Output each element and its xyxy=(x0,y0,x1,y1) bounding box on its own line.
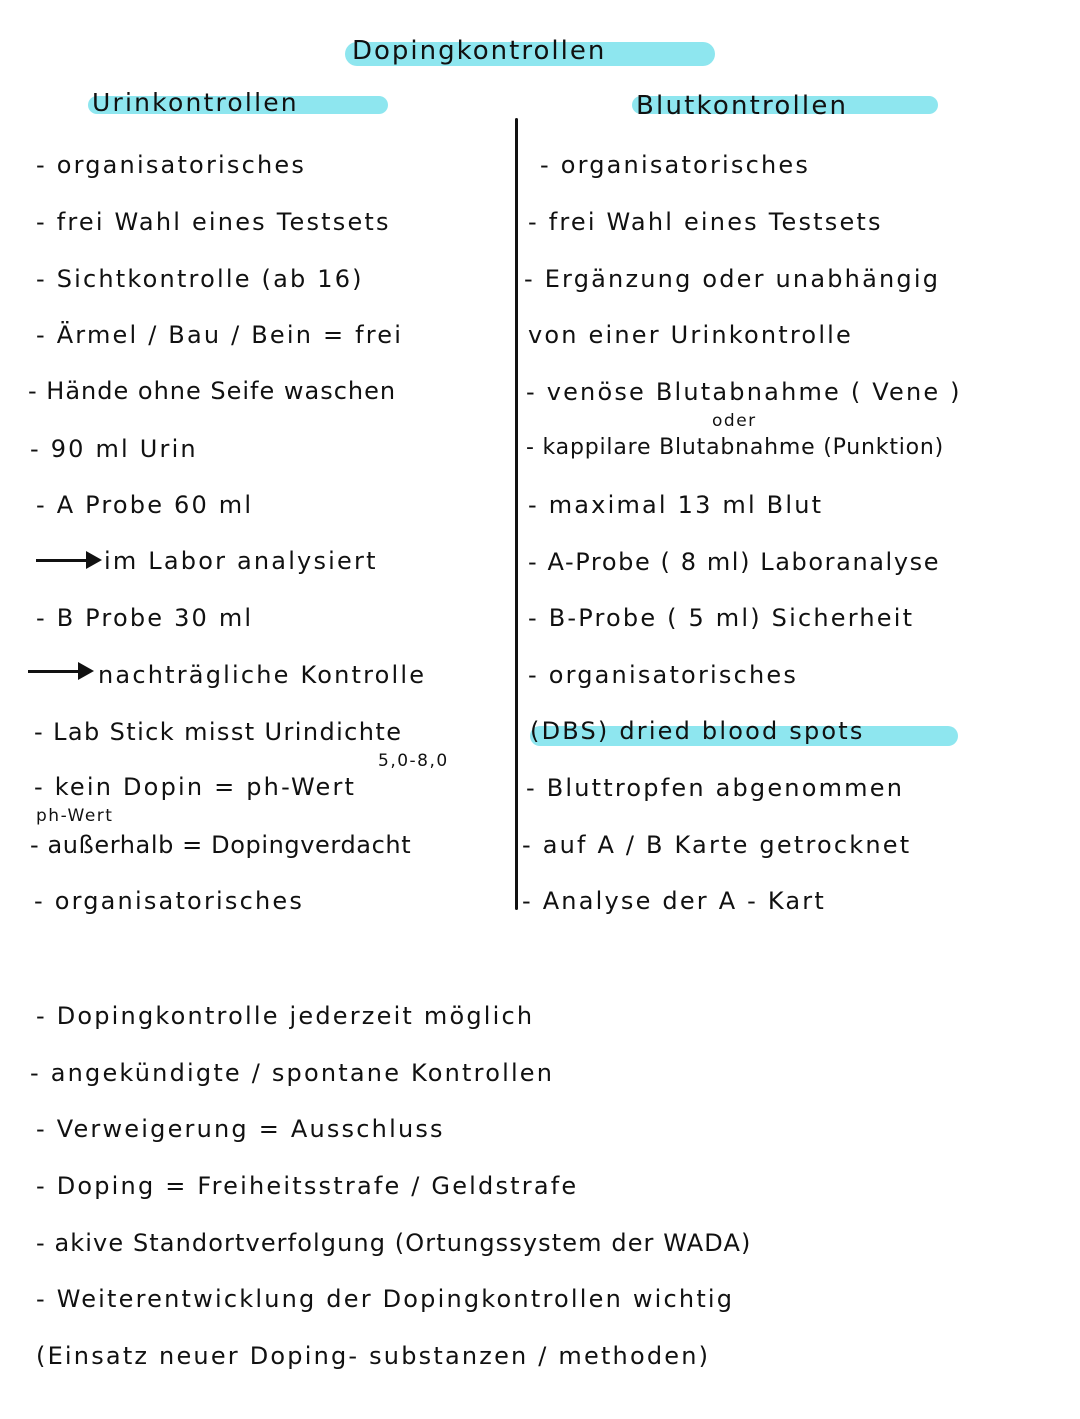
left-line: - A Probe 60 ml xyxy=(36,491,254,519)
left-line: - B Probe 30 ml xyxy=(36,604,254,632)
right-line: - auf A / B Karte getrocknet xyxy=(522,831,912,859)
left-line: - organisatorisches xyxy=(34,887,305,915)
right-line: von einer Urinkontrolle xyxy=(528,321,854,349)
left-line: - Sichtkontrolle (ab 16) xyxy=(36,265,364,293)
arrow-icon xyxy=(36,559,98,562)
left-line: - Hände ohne Seife waschen xyxy=(28,377,397,405)
arrow-icon xyxy=(28,670,90,673)
bottom-line: - angekündigte / spontane Kontrollen xyxy=(30,1059,555,1087)
left-line: 5,0-8,0 xyxy=(378,751,449,771)
right-line: - A-Probe ( 8 ml) Laboranalyse xyxy=(528,548,941,576)
right-line: - maximal 13 ml Blut xyxy=(528,491,824,519)
right-line: - Bluttropfen abgenommen xyxy=(526,774,905,802)
left-line: - 90 ml Urin xyxy=(30,435,198,463)
left-line: - Lab Stick misst Urindichte xyxy=(34,718,403,746)
right-line: - kappilare Blutabnahme (Punktion) xyxy=(526,435,945,460)
right-line: - organisatorisches xyxy=(528,661,799,689)
left-line: im Labor analysiert xyxy=(104,547,378,575)
left-line: - frei Wahl eines Testsets xyxy=(36,208,391,236)
left-line: - Ärmel / Bau / Bein = frei xyxy=(36,321,404,349)
right-line: - organisatorisches xyxy=(540,151,811,179)
left-heading: Urinkontrollen xyxy=(92,88,299,117)
bottom-line: (Einsatz neuer Doping- substanzen / methoden) xyxy=(36,1342,711,1370)
right-line: oder xyxy=(712,411,757,431)
right-line: - frei Wahl eines Testsets xyxy=(528,208,883,236)
bottom-line: - Doping = Freiheitsstrafe / Geldstrafe xyxy=(36,1172,579,1200)
right-heading: Blutkontrollen xyxy=(636,91,849,121)
page-title: Dopingkontrollen xyxy=(352,36,607,66)
right-line: (DBS) dried blood spots xyxy=(530,717,865,745)
left-line: - kein Dopin = ph-Wert xyxy=(34,773,357,801)
right-line: - Ergänzung oder unabhängig xyxy=(524,265,941,293)
left-line: - außerhalb = Dopingverdacht xyxy=(30,831,412,859)
left-line: - organisatorisches xyxy=(36,151,307,179)
column-divider xyxy=(515,118,518,910)
right-line: - Analyse der A - Kart xyxy=(522,887,826,915)
left-line: ph-Wert xyxy=(36,806,114,826)
bottom-line: - Dopingkontrolle jederzeit möglich xyxy=(36,1002,535,1030)
right-line: - venöse Blutabnahme ( Vene ) xyxy=(526,378,962,406)
right-line: - B-Probe ( 5 ml) Sicherheit xyxy=(528,604,915,632)
bottom-line: - Weiterentwicklung der Dopingkontrollen wichtig xyxy=(36,1285,735,1313)
left-line: nachträgliche Kontrolle xyxy=(98,661,427,689)
bottom-line: - akive Standortverfolgung (Ortungssystem der WADA) xyxy=(36,1229,752,1257)
bottom-line: - Verweigerung = Ausschluss xyxy=(36,1115,445,1143)
